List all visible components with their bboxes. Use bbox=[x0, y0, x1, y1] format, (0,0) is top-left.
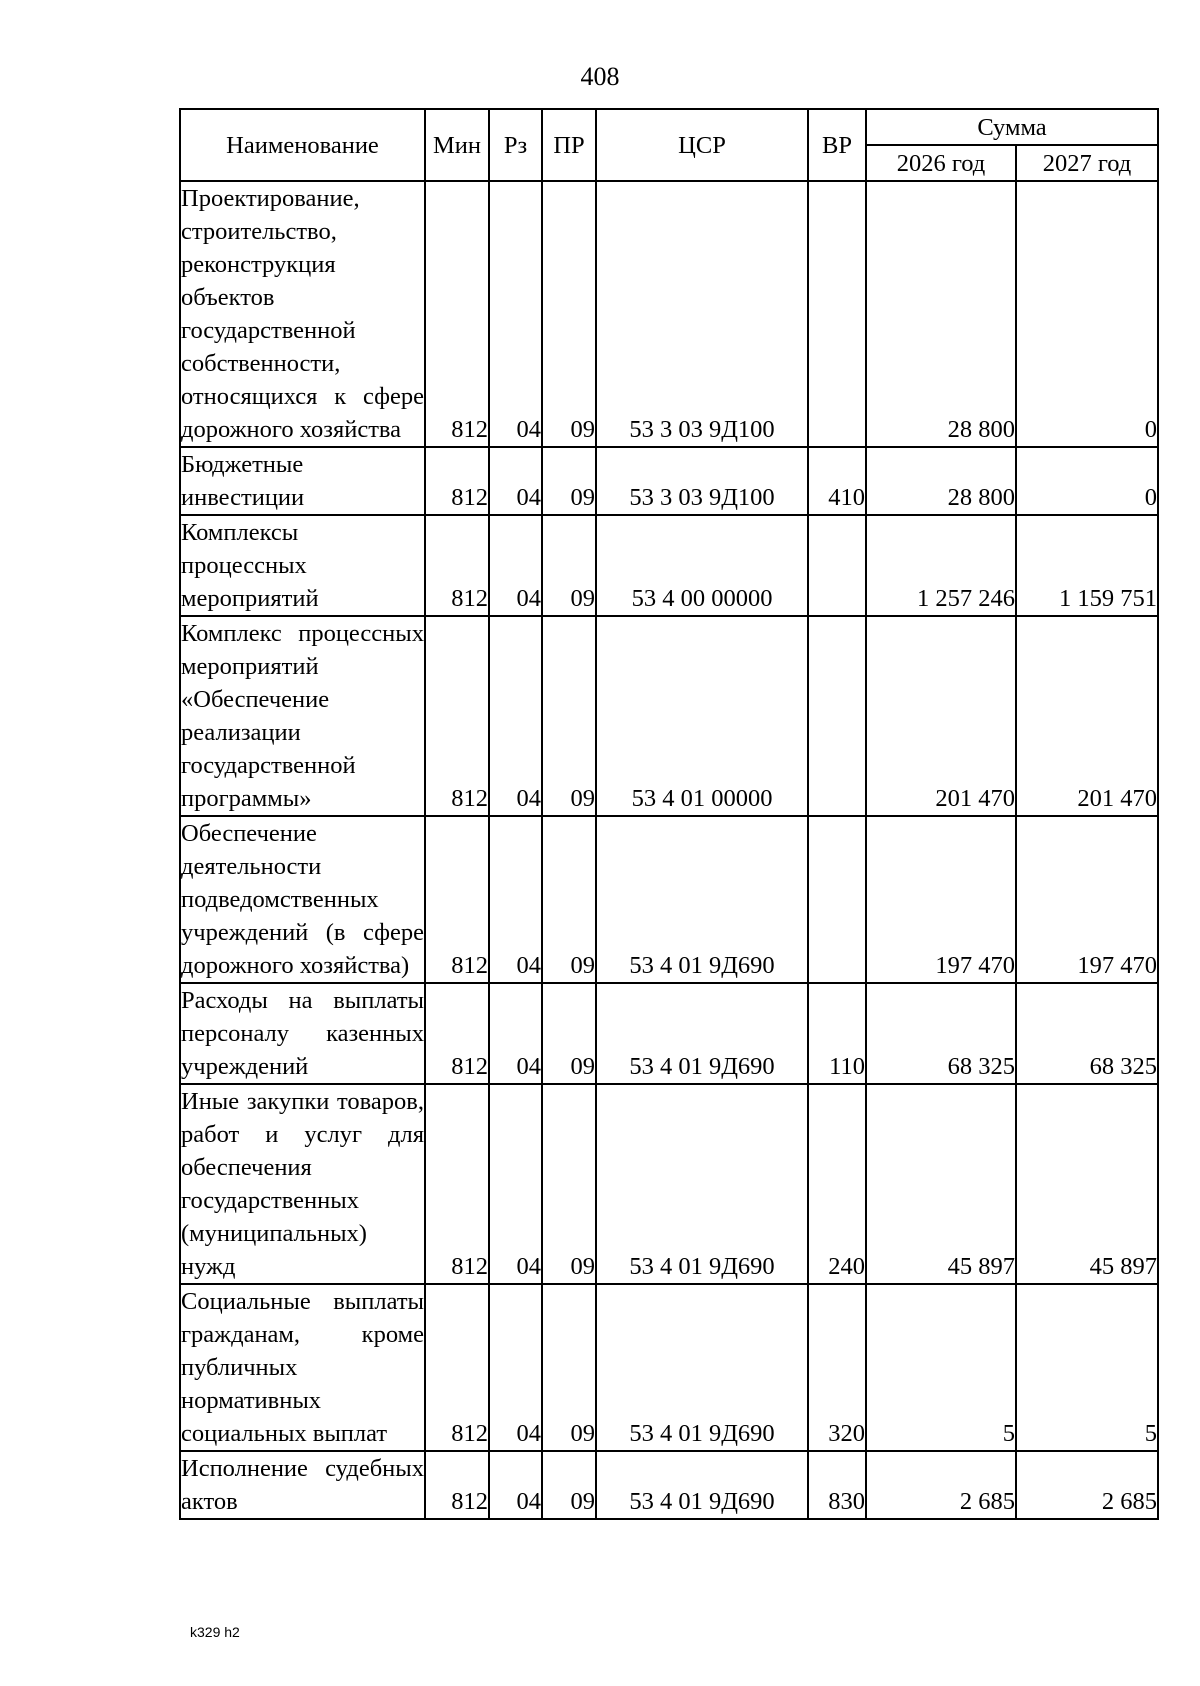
row-2026: 5 bbox=[866, 1284, 1016, 1451]
row-2027: 45 897 bbox=[1016, 1084, 1158, 1284]
row-2026: 68 325 bbox=[866, 983, 1016, 1084]
row-min: 812 bbox=[425, 616, 489, 816]
row-vr: 110 bbox=[808, 983, 866, 1084]
row-2027: 197 470 bbox=[1016, 816, 1158, 983]
row-vr: 240 bbox=[808, 1084, 866, 1284]
row-name: Комплексы процессных мероприятий bbox=[180, 515, 425, 616]
row-csr: 53 3 03 9Д100 bbox=[596, 181, 808, 447]
row-pr: 09 bbox=[542, 447, 596, 515]
row-min: 812 bbox=[425, 983, 489, 1084]
header-csr: ЦСР bbox=[596, 109, 808, 181]
row-2026: 2 685 bbox=[866, 1451, 1016, 1519]
row-rz: 04 bbox=[489, 616, 542, 816]
row-csr: 53 4 01 9Д690 bbox=[596, 983, 808, 1084]
row-2026: 28 800 bbox=[866, 447, 1016, 515]
row-name: Исполнение судебных актов bbox=[180, 1451, 425, 1519]
row-vr bbox=[808, 181, 866, 447]
table-row bbox=[180, 816, 1158, 983]
footer-code: k329 h2 bbox=[190, 1624, 240, 1640]
row-2026: 197 470 bbox=[866, 816, 1016, 983]
page-number: 408 bbox=[580, 62, 620, 91]
row-name: Социальные выплаты гражданам, кроме публичных нормативных социальных выплат bbox=[180, 1284, 425, 1451]
table-row bbox=[180, 447, 1158, 515]
row-min: 812 bbox=[425, 515, 489, 616]
table-row bbox=[180, 1451, 1158, 1519]
row-pr: 09 bbox=[542, 1284, 596, 1451]
row-pr: 09 bbox=[542, 515, 596, 616]
row-vr: 830 bbox=[808, 1451, 866, 1519]
row-min: 812 bbox=[425, 816, 489, 983]
row-name: Комплекс процессных мероприятий «Обеспечение реализации государственной программы» bbox=[180, 616, 425, 816]
row-2027: 68 325 bbox=[1016, 983, 1158, 1084]
table-row bbox=[180, 515, 1158, 616]
row-name: Расходы на выплаты персоналу казенных учреждений bbox=[180, 983, 425, 1084]
row-csr: 53 4 01 9Д690 bbox=[596, 1284, 808, 1451]
row-csr: 53 4 00 00000 bbox=[596, 515, 808, 616]
row-csr: 53 4 01 9Д690 bbox=[596, 1084, 808, 1284]
row-2026: 28 800 bbox=[866, 181, 1016, 447]
row-rz: 04 bbox=[489, 1451, 542, 1519]
row-rz: 04 bbox=[489, 816, 542, 983]
row-pr: 09 bbox=[542, 1084, 596, 1284]
row-min: 812 bbox=[425, 447, 489, 515]
row-2027: 5 bbox=[1016, 1284, 1158, 1451]
row-vr: 320 bbox=[808, 1284, 866, 1451]
table-row bbox=[180, 181, 1158, 447]
header-year-2026: 2026 год bbox=[866, 145, 1016, 181]
row-min: 812 bbox=[425, 181, 489, 447]
row-2027: 1 159 751 bbox=[1016, 515, 1158, 616]
budget-table bbox=[179, 108, 1159, 1520]
row-rz: 04 bbox=[489, 181, 542, 447]
row-2027: 201 470 bbox=[1016, 616, 1158, 816]
header-name: Наименование bbox=[180, 109, 425, 181]
table-row bbox=[180, 1084, 1158, 1284]
header-sum: Сумма bbox=[866, 109, 1158, 145]
row-name: Обеспечение деятельности подведомственных учреждений (в сфере дорожного хозяйства) bbox=[180, 816, 425, 983]
row-pr: 09 bbox=[542, 616, 596, 816]
row-rz: 04 bbox=[489, 1084, 542, 1284]
row-name: Иные закупки товаров, работ и услуг для обеспечения государственных (муниципальных) нужд bbox=[180, 1084, 425, 1284]
table-row bbox=[180, 616, 1158, 816]
row-vr bbox=[808, 515, 866, 616]
table-row bbox=[180, 1284, 1158, 1451]
row-pr: 09 bbox=[542, 983, 596, 1084]
table-row bbox=[180, 983, 1158, 1084]
row-2026: 201 470 bbox=[866, 616, 1016, 816]
row-rz: 04 bbox=[489, 515, 542, 616]
row-2027: 0 bbox=[1016, 447, 1158, 515]
header-pr: ПР bbox=[542, 109, 596, 181]
row-2026: 45 897 bbox=[866, 1084, 1016, 1284]
row-csr: 53 3 03 9Д100 bbox=[596, 447, 808, 515]
row-vr: 410 bbox=[808, 447, 866, 515]
row-pr: 09 bbox=[542, 1451, 596, 1519]
row-pr: 09 bbox=[542, 181, 596, 447]
row-min: 812 bbox=[425, 1451, 489, 1519]
row-rz: 04 bbox=[489, 447, 542, 515]
header-rz: Рз bbox=[489, 109, 542, 181]
row-name: Проектирование, строительство, реконструкция объектов государственной собственности, относящихся к сфере дорожного хозяйства bbox=[180, 181, 425, 447]
row-csr: 53 4 01 9Д690 bbox=[596, 1451, 808, 1519]
row-pr: 09 bbox=[542, 816, 596, 983]
header-min: Мин bbox=[425, 109, 489, 181]
row-name: Бюджетные инвестиции bbox=[180, 447, 425, 515]
header-year-2027: 2027 год bbox=[1016, 145, 1158, 181]
row-rz: 04 bbox=[489, 1284, 542, 1451]
row-min: 812 bbox=[425, 1084, 489, 1284]
row-2026: 1 257 246 bbox=[866, 515, 1016, 616]
row-rz: 04 bbox=[489, 983, 542, 1084]
row-vr bbox=[808, 616, 866, 816]
row-vr bbox=[808, 816, 866, 983]
row-min: 812 bbox=[425, 1284, 489, 1451]
row-2027: 2 685 bbox=[1016, 1451, 1158, 1519]
row-csr: 53 4 01 00000 bbox=[596, 616, 808, 816]
row-csr: 53 4 01 9Д690 bbox=[596, 816, 808, 983]
row-2027: 0 bbox=[1016, 181, 1158, 447]
header-vr: ВР bbox=[808, 109, 866, 181]
